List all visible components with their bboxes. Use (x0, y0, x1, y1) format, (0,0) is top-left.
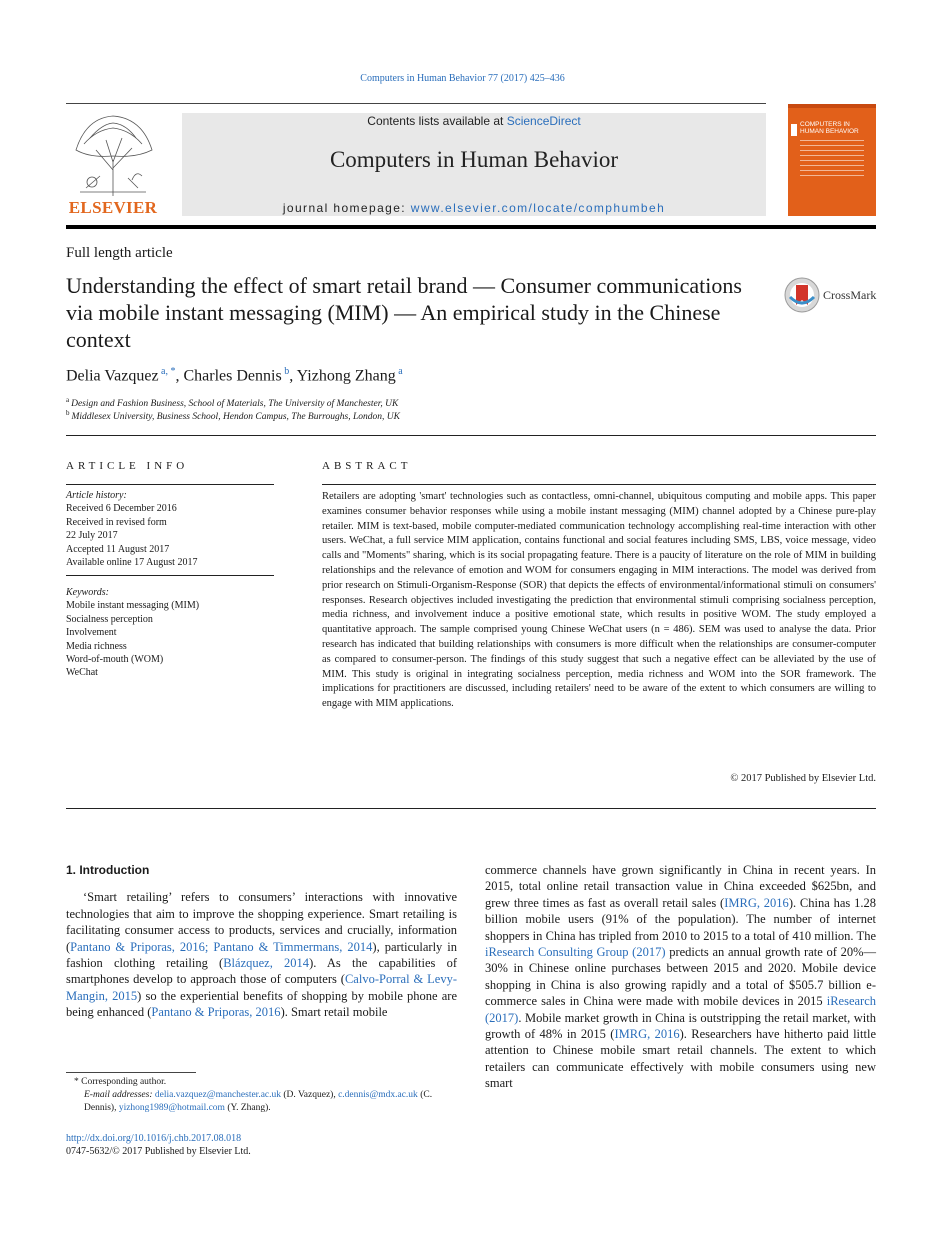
author-name: , Yizhong Zhang (289, 367, 396, 385)
body-paragraph: commerce channels have grown significantly in China in recent years. In 2015, total online retail transaction value in China exceeded $625bn, and grew three times as fast as overall retail sales (IMRG, 2016). China has 1.28 billion mobile users (91% of the population). The number of internet shoppers in China has tripled from 2010 to 2015 to a total of 410 million. The iResearch Consulting Group (2017) predicts an annual growth rate of 20%—30% in Chinese online purchases between 2015 and 2020. Mobile device shopping in China is also growing rapidly and a total of $505.7 billion e-commerce sales in China were made with mobile devices in 2015 iResearch (2017). Mobile market growth in China is outstripping the retail market, with growth of 48% in 2015 (IMRG, 2016). Researchers have hitherto paid little attention to Chinese mobile smart retail channels. The extent to which retailers can communicate effectively with mobile consumers using new smart (485, 863, 877, 1091)
journal-homepage (182, 201, 766, 215)
citation-link[interactable]: Calvo-Porral & Levy-Mangin, 2015 (66, 972, 458, 1003)
keyword: Involvement (66, 627, 117, 639)
abstract-rule (322, 484, 876, 485)
author-list (66, 366, 403, 385)
contents-line (182, 114, 766, 128)
keywords (66, 586, 276, 680)
history-item: Received 6 December 2016 (66, 503, 177, 515)
author-name: Delia Vazquez (66, 367, 159, 385)
sciencedirect-link[interactable]: ScienceDirect (506, 114, 581, 128)
author-name: , Charles Dennis (175, 367, 282, 385)
citation-link[interactable]: iResearch Consulting Group (2017) (485, 945, 666, 960)
history-item: Received in revised form (66, 516, 167, 528)
footnote (66, 1076, 457, 1116)
citation-link[interactable]: IMRG, 2016 (614, 1027, 680, 1042)
affiliation-text: Middlesex University, Business School, Hendon Campus, The Burroughs, London, UK (71, 412, 400, 423)
journal-cover[interactable] (788, 104, 876, 216)
cover-text-lines (800, 140, 864, 180)
masthead-rule (66, 225, 876, 229)
cover-title: COMPUTERS IN HUMAN BEHAVIOR (800, 121, 859, 135)
affiliation (66, 409, 400, 422)
email-addresses: E-mail addresses: delia.vazquez@manchester.ac.uk (D. Vazquez), c.dennis@mdx.ac.uk (C. Dennis), yizhong1989@hotmail.com (Y. Zhang). (84, 1090, 433, 1114)
crossmark-badge[interactable] (784, 277, 876, 313)
history-heading: Article history: (66, 490, 127, 501)
crossmark-label: CrossMark (823, 288, 877, 302)
cover-top-band (788, 104, 876, 108)
email-link[interactable]: c.dennis@mdx.ac.uk (338, 1090, 418, 1101)
section-divider (66, 435, 876, 436)
affiliation-mark: a (66, 396, 70, 404)
affiliation (66, 396, 398, 409)
author-affiliation-marker[interactable]: a, * (161, 366, 176, 377)
affiliation-mark: b (66, 409, 70, 417)
citation-link[interactable]: Blázquez, 2014 (223, 956, 310, 971)
email-link[interactable]: yizhong1989@hotmail.com (118, 1103, 225, 1114)
section-divider (66, 808, 876, 809)
footnote-rule (66, 1072, 196, 1073)
citation-link[interactable]: Pantano & Priporas, 2016; Pantano & Timmermans, 2014 (70, 939, 373, 954)
article-info-label: ARTICLE INFO (66, 460, 189, 472)
publisher-name: ELSEVIER (68, 198, 158, 217)
history-item: Available online 17 August 2017 (66, 557, 198, 569)
cover-side-mark (791, 124, 797, 136)
keywords-heading: Keywords: (66, 587, 109, 598)
body-paragraph: ‘Smart retailing’ refers to consumers’ interactions with innovative technologies that aim to improve the shopping experience. Smart retailing is facilitating consumer access to products, services and crucially, information (Pantano & Priporas, 2016; Pantano & Timmermans, 2014), particularly in fashion clothing retailing (Blázquez, 2014). As the capabilities of smartphones develop to approach those of computers (Calvo-Porral & Levy-Mangin, 2015) so the experiential benefits of shopping by mobile phone are being enhanced (Pantano & Priporas, 2016). Smart retail mobile (66, 890, 458, 1020)
keyword: WeChat (66, 667, 98, 679)
journal-reference[interactable]: Computers in Human Behavior 77 (2017) 425–436 (360, 73, 565, 84)
doi-link[interactable]: http://dx.doi.org/10.1016/j.chb.2017.08.018 (66, 1133, 242, 1144)
publisher-logo (66, 110, 160, 218)
crossmark-icon (784, 277, 820, 313)
history-item: Accepted 11 August 2017 (66, 543, 170, 555)
article-info-rule (66, 575, 274, 576)
tree-emblem-icon (66, 110, 160, 198)
journal-masthead (182, 113, 766, 216)
keyword: Media richness (66, 640, 127, 652)
article-type: Full length article (66, 245, 173, 261)
article-info-rule (66, 484, 274, 485)
section-heading: 1. Introduction (66, 863, 150, 877)
body-column-left (66, 862, 457, 1021)
article-history (66, 489, 276, 569)
citation-link[interactable]: IMRG, 2016 (724, 895, 789, 910)
homepage-link[interactable]: www.elsevier.com/locate/comphumbeh (410, 201, 666, 215)
keyword: Mobile instant messaging (MIM) (66, 600, 200, 612)
keyword: Word-of-mouth (WOM) (66, 654, 164, 666)
journal-title: Computers in Human Behavior (329, 147, 619, 172)
corresponding-author-note: * Corresponding author. (74, 1077, 167, 1087)
author-affiliation-marker[interactable]: b (284, 366, 290, 377)
contents-prefix: Contents lists available at (367, 114, 507, 128)
doi-block (66, 1132, 251, 1158)
abstract-text: Retailers are adopting 'smart' technologies such as contactless, omni-channel, ubiquitous computing and mobile apps. This paper examines consumer behavior responses while using a mobile instant messaging (MIM) channel adopted by a Chinese pure-play retailer. MIM is text-based, mobile computer-mediated communication technology accomplishing real-time interaction with other users. WeChat, a full service MIM application, contains functional and social features including SMS, LBS, voice message, video calls and "Moments" sharing, which is its social propagating feature. There is a paucity of literature on the role of MIM in building relationships and the relevance of emotion and WOM for consumers engaging in MIM interactions. The model was derived from prior research on Stimuli-Organism-Response (SOR) that depicts the effects of environmental/informational stimuli on consumers' responses. Research objectives included investigating the prediction that environmental stimuli comprising socialness perception, media richness, and involvement induce a positive emotional state, which results in positive WOM. The study employed a quantitative approach. The sample comprised young Chinese WeChat users (n = 486). SEM was used to analyse the data. Prior research has indicated that building relationships with consumers is more difficult when the relationships are consumer-computer as compared to consumer-person. The findings of this study suggest that such a negative effect can be alleviated by the use of MIM. This study is original in integrating socialness perception, media richness and WOM into the SOR framework. The implications for practitioners are discussed, including retailers' need to be aware of the extent to which consumers are willing to engage with MIM applications. (322, 491, 876, 710)
affiliation-text: Design and Fashion Business, School of Materials, The University of Manchester, UK (71, 399, 399, 410)
body-column-right (485, 862, 876, 1092)
abstract-copyright: © 2017 Published by Elsevier Ltd. (730, 773, 876, 784)
email-link[interactable]: delia.vazquez@manchester.ac.uk (154, 1090, 282, 1101)
article-title: Understanding the effect of smart retail brand — Consumer communications via mobile instant messaging (MIM) — An empirical study in the Chinese context (66, 273, 742, 352)
author-affiliation-marker[interactable]: a (398, 366, 403, 377)
history-item: 22 July 2017 (66, 530, 118, 542)
issn-line: 0747-5632/© 2017 Published by Elsevier Ltd. (66, 1146, 251, 1158)
header-rule (66, 103, 766, 104)
abstract-label: ABSTRACT (322, 460, 412, 472)
homepage-prefix: journal homepage: (282, 201, 411, 215)
citation-link[interactable]: iResearch (2017) (485, 994, 876, 1025)
citation-link[interactable]: Pantano & Priporas, 2016 (151, 1005, 281, 1020)
keyword: Socialness perception (66, 613, 153, 625)
